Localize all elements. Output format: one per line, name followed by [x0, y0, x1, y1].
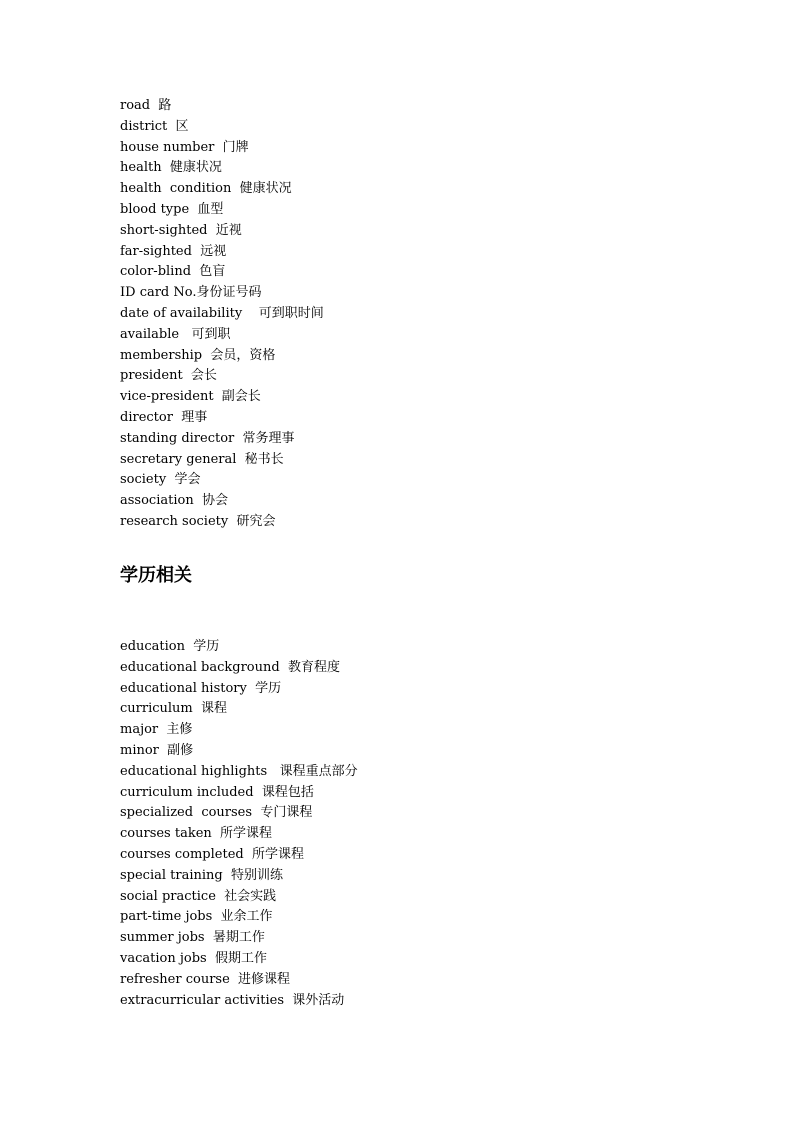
section-heading-education: 学历相关	[120, 565, 192, 586]
list-item: president 会长	[120, 368, 217, 384]
list-item: special training 特别训练	[120, 867, 284, 883]
list-item: society 学会	[120, 472, 201, 488]
list-item: summer jobs 暑期工作	[120, 930, 265, 946]
list-item: district 区	[120, 118, 189, 134]
list-item: health 健康状况	[120, 160, 222, 176]
vocabulary-list-personal-info	[120, 96, 324, 533]
list-item: educational highlights 课程重点部分	[120, 763, 358, 779]
list-item: membership 会员，资格	[120, 347, 276, 363]
list-item: specialized courses 专门课程	[120, 805, 313, 821]
list-item: research society 研究会	[120, 513, 276, 529]
list-item: curriculum 课程	[120, 701, 228, 717]
list-item: director 理事	[120, 409, 208, 425]
list-item: part-time jobs 业余工作	[120, 909, 273, 925]
list-item: vice-president 副会长	[120, 389, 261, 405]
list-item: standing director 常务理事	[120, 430, 295, 446]
list-item: curriculum included 课程包括	[120, 784, 314, 800]
list-item: extracurricular activities 课外活动	[120, 992, 345, 1008]
list-item: educational background 教育程度	[120, 659, 340, 675]
list-item: minor 副修	[120, 742, 194, 758]
list-item: social practice 社会实践	[120, 888, 277, 904]
vocabulary-list-education	[120, 637, 358, 1011]
list-item: house number 门牌	[120, 139, 249, 155]
list-item: major 主修	[120, 722, 193, 738]
list-item: color-blind 色盲	[120, 264, 226, 280]
list-item: educational history 学历	[120, 680, 282, 696]
list-item: date of availability 可到职时间	[120, 305, 324, 321]
list-item: vacation jobs 假期工作	[120, 950, 267, 966]
list-item: ID card No.身份证号码	[120, 285, 262, 301]
list-item: health condition 健康状况	[120, 181, 292, 197]
list-item: secretary general 秘书长	[120, 451, 284, 467]
list-item: courses completed 所学课程	[120, 846, 304, 862]
list-item: far-sighted 远视	[120, 243, 227, 259]
list-item: association 协会	[120, 493, 228, 509]
list-item: refresher course 进修课程	[120, 971, 291, 987]
list-item: courses taken 所学课程	[120, 826, 273, 842]
list-item: short-sighted 近视	[120, 222, 242, 238]
list-item: blood type 血型	[120, 201, 224, 217]
list-item: education 学历	[120, 639, 220, 654]
list-item: road 路	[120, 98, 172, 113]
list-item: available 可到职	[120, 326, 231, 342]
